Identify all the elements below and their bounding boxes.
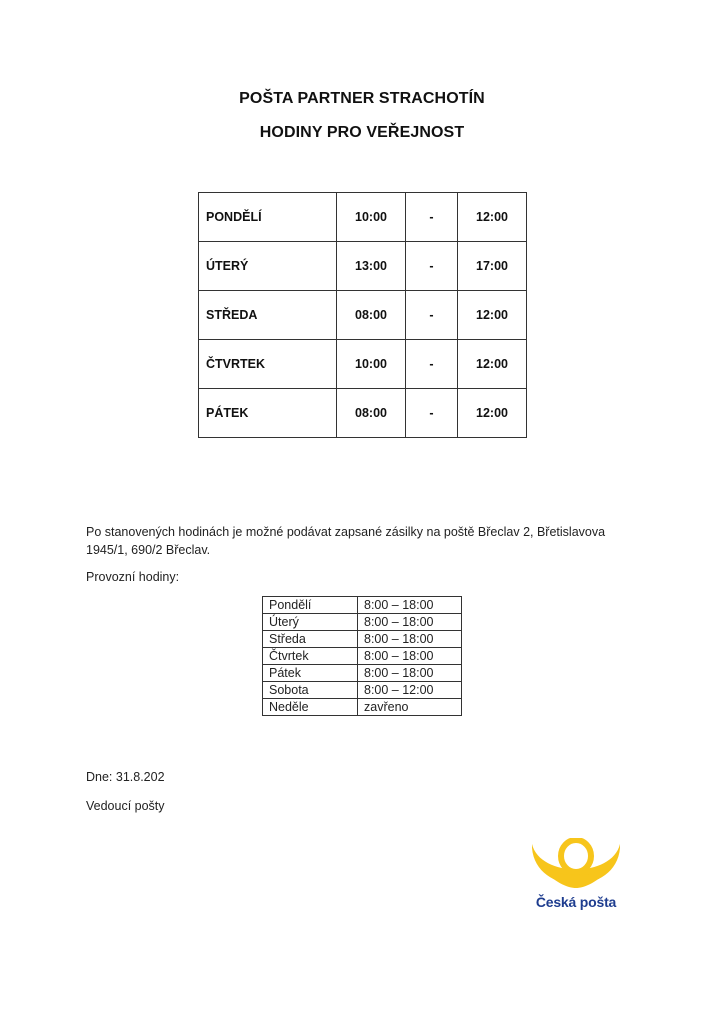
to-cell: 12:00	[458, 291, 527, 340]
operating-hours-table	[262, 596, 462, 716]
signature-label: Vedoucí pošty	[86, 799, 165, 813]
day-cell: PONDĚLÍ	[199, 193, 337, 242]
separator-cell: -	[406, 340, 458, 389]
ceska-posta-logo	[530, 838, 622, 918]
to-cell: 12:00	[458, 340, 527, 389]
public-hours-table	[198, 192, 527, 438]
table-row	[263, 682, 462, 699]
table-row	[263, 699, 462, 716]
separator-cell: -	[406, 242, 458, 291]
operating-hours-label: Provozní hodiny:	[86, 570, 180, 584]
day-cell: Středa	[263, 631, 358, 648]
day-cell: ÚTERÝ	[199, 242, 337, 291]
from-cell: 08:00	[337, 291, 406, 340]
day-cell: STŘEDA	[199, 291, 337, 340]
table-row	[199, 193, 527, 242]
time-cell: 8:00 – 18:00	[358, 614, 462, 631]
day-cell: PÁTEK	[199, 389, 337, 438]
time-cell: zavřeno	[358, 699, 462, 716]
time-cell: 8:00 – 18:00	[358, 597, 462, 614]
table-row	[263, 597, 462, 614]
time-cell: 8:00 – 18:00	[358, 665, 462, 682]
time-cell: 8:00 – 12:00	[358, 682, 462, 699]
time-cell: 8:00 – 18:00	[358, 648, 462, 665]
table-row	[263, 614, 462, 631]
separator-cell: -	[406, 291, 458, 340]
logo-text: Česká pošta	[535, 894, 617, 910]
day-cell: Pátek	[263, 665, 358, 682]
day-cell: Sobota	[263, 682, 358, 699]
from-cell: 10:00	[337, 193, 406, 242]
from-cell: 10:00	[337, 340, 406, 389]
table-row	[199, 242, 527, 291]
page-subtitle: HODINY PRO VEŘEJNOST	[259, 124, 465, 141]
table-row	[263, 665, 462, 682]
page-title: POŠTA PARTNER STRACHOTÍN	[239, 90, 485, 107]
separator-cell: -	[406, 389, 458, 438]
alternative-post-note: Po stanovených hodinách je možné podávat zapsané zásilky na poště Břeclav 2, Břetislavova 1945/1, 690/2 Břeclav.	[86, 525, 606, 557]
to-cell: 12:00	[458, 389, 527, 438]
date-line: Dne: 31.8.202	[86, 770, 165, 784]
day-cell: Neděle	[263, 699, 358, 716]
separator-cell: -	[406, 193, 458, 242]
day-cell: ČTVRTEK	[199, 340, 337, 389]
table-row	[199, 291, 527, 340]
postal-horn-icon	[530, 838, 622, 894]
day-cell: Čtvrtek	[263, 648, 358, 665]
table-row	[263, 631, 462, 648]
to-cell: 12:00	[458, 193, 527, 242]
day-cell: Úterý	[263, 614, 358, 631]
from-cell: 08:00	[337, 389, 406, 438]
time-cell: 8:00 – 18:00	[358, 631, 462, 648]
table-row	[199, 389, 527, 438]
from-cell: 13:00	[337, 242, 406, 291]
table-row	[199, 340, 527, 389]
to-cell: 17:00	[458, 242, 527, 291]
table-row	[263, 648, 462, 665]
day-cell: Pondělí	[263, 597, 358, 614]
